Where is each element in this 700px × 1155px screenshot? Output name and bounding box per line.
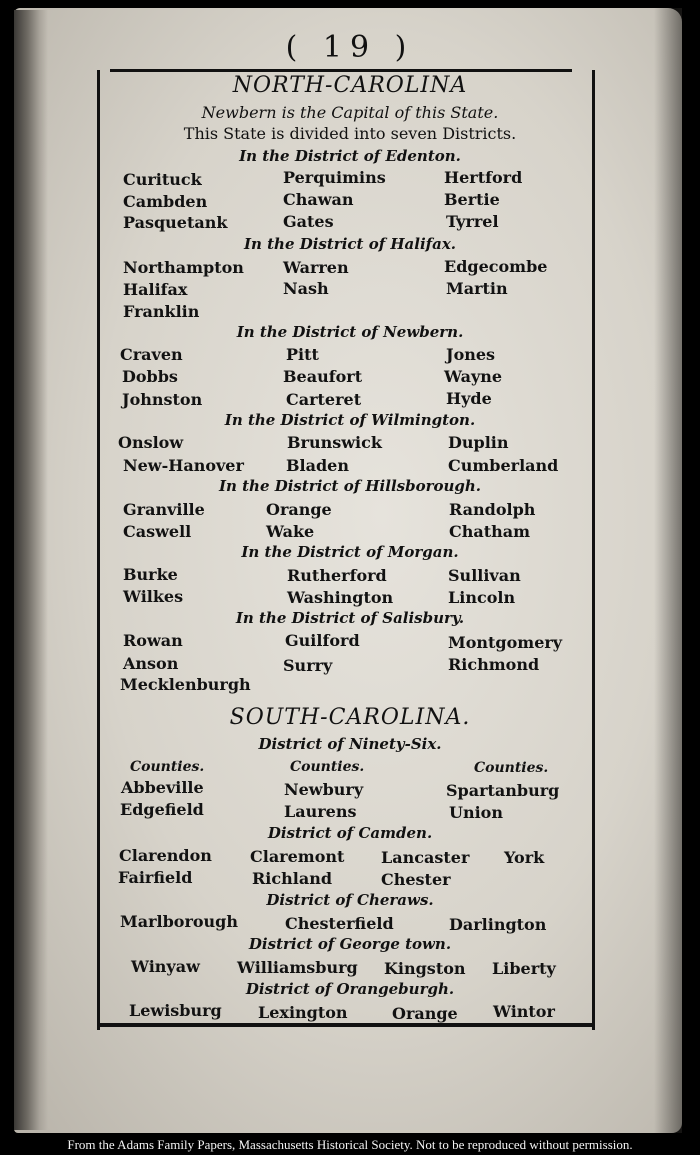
county-name: Winyaw (131, 957, 200, 976)
county-name: Jones (446, 345, 496, 364)
archive-credit-line: From the Adams Family Papers, Massachusetts Historical Society. Not to be reproduced without permission. (67, 1137, 633, 1152)
county-name: Chatham (449, 522, 531, 541)
county-name: Cumberland (448, 456, 559, 475)
county-name: Beaufort (283, 367, 363, 386)
state-heading-north-carolina: NORTH-CAROLINA (232, 73, 468, 98)
county-name: Richmond (448, 655, 540, 674)
county-name: Franklin (123, 302, 200, 321)
county-name: Lincoln (448, 588, 516, 607)
county-name: Dobbs (122, 367, 178, 386)
district-heading-cheraws: District of Cheraws. (266, 891, 434, 909)
page-number: ( 19 ) (285, 30, 415, 65)
county-name: Chawan (283, 190, 354, 209)
county-name: Rutherford (287, 566, 387, 585)
county-name: Washington (287, 588, 394, 607)
county-name: Darlington (449, 915, 547, 934)
county-name: Montgomery (448, 633, 563, 652)
county-name: Guilford (285, 631, 360, 650)
county-name: Granville (123, 500, 205, 519)
county-name: Williamsburg (237, 958, 358, 977)
county-name: Warren (283, 258, 349, 277)
page-gutter (14, 10, 48, 1130)
county-name: Spartanburg (446, 781, 560, 800)
county-name: Abbeville (121, 778, 204, 797)
county-name: Northampton (123, 258, 244, 277)
county-name: Tyrrel (446, 212, 499, 231)
county-name: Lancaster (381, 848, 470, 867)
county-name: Fairfield (118, 868, 193, 887)
county-name: Martin (446, 279, 508, 298)
county-name: Orange (266, 500, 332, 519)
counties-label: Counties. (290, 759, 365, 775)
county-name: Liberty (492, 959, 556, 978)
county-name: Rowan (123, 631, 183, 650)
county-name: Union (449, 803, 503, 822)
county-name: Wintor (493, 1002, 555, 1021)
county-name: Laurens (284, 802, 357, 821)
district-heading-camden: District of Camden. (267, 824, 433, 842)
district-heading-orangeburgh: District of Orangeburgh. (245, 980, 455, 998)
county-name: Orange (392, 1004, 458, 1023)
county-name: Halifax (123, 280, 188, 299)
county-name: Newbury (284, 780, 364, 799)
county-name: Anson (123, 654, 179, 673)
county-name: Sullivan (448, 566, 521, 585)
county-name: Lewisburg (129, 1001, 222, 1020)
county-name: Kingston (384, 959, 466, 978)
county-name: Burke (123, 565, 178, 584)
county-name: Carteret (286, 390, 362, 409)
county-name: Edgecombe (444, 257, 548, 276)
county-name: Curituck (123, 170, 202, 189)
district-heading-wilmington: In the District of Wilmington. (224, 411, 476, 429)
district-heading-halifax: In the District of Halifax. (243, 235, 456, 253)
counties-label: Counties. (130, 759, 205, 775)
county-name: Hertford (444, 168, 523, 187)
county-name: York (504, 848, 545, 867)
county-name: Nash (283, 279, 329, 298)
county-name: Onslow (118, 433, 184, 452)
district-heading-salisbury: In the District of Salisbury. (235, 609, 465, 627)
district-heading-newbern: In the District of Newbern. (236, 323, 464, 341)
district-heading-ninety-six: District of Ninety-Six. (258, 735, 442, 753)
county-name: Clarendon (119, 846, 212, 865)
county-name: Marlborough (120, 912, 238, 931)
county-name: Bertie (444, 190, 500, 209)
county-name: Chesterfield (285, 914, 394, 933)
county-name: Cambden (123, 192, 208, 211)
county-name: Hyde (446, 389, 492, 408)
county-name: Richland (252, 869, 333, 888)
county-name: Duplin (448, 433, 509, 452)
county-name: Randolph (449, 500, 536, 519)
capital-line: Newbern is the Capital of this State. (201, 103, 499, 122)
county-name: Lexington (258, 1003, 348, 1022)
district-heading-george-town: District of George town. (248, 935, 452, 953)
bottom-rule (100, 1023, 593, 1027)
counties-label: Counties. (474, 760, 549, 776)
divisions-line: This State is divided into seven Districts. (183, 124, 517, 143)
county-name: Brunswick (287, 433, 382, 452)
district-heading-edenton: In the District of Edenton. (239, 147, 461, 165)
county-name: Pitt (286, 345, 319, 364)
county-name: Perquimins (283, 168, 386, 187)
county-name: Wilkes (123, 587, 184, 606)
county-name: Claremont (250, 847, 345, 866)
county-name: Caswell (123, 522, 192, 541)
county-name: Johnston (122, 390, 203, 409)
county-name: Surry (283, 656, 333, 675)
county-name: Craven (120, 345, 183, 364)
state-heading-south-carolina: SOUTH-CAROLINA. (229, 705, 471, 730)
county-name: Bladen (286, 456, 349, 475)
county-name: Pasquetank (123, 213, 228, 232)
district-heading-hillsborough: In the District of Hillsborough. (218, 477, 482, 495)
county-name: Mecklenburgh (120, 675, 251, 694)
page-edge-shadow (654, 8, 682, 1133)
district-heading-morgan: In the District of Morgan. (241, 543, 459, 561)
county-name: Wayne (444, 367, 503, 386)
county-name: Chester (381, 870, 451, 889)
county-name: New-Hanover (123, 456, 244, 475)
county-name: Edgefield (120, 800, 204, 819)
county-name: Gates (283, 212, 334, 231)
county-name: Wake (266, 522, 315, 541)
